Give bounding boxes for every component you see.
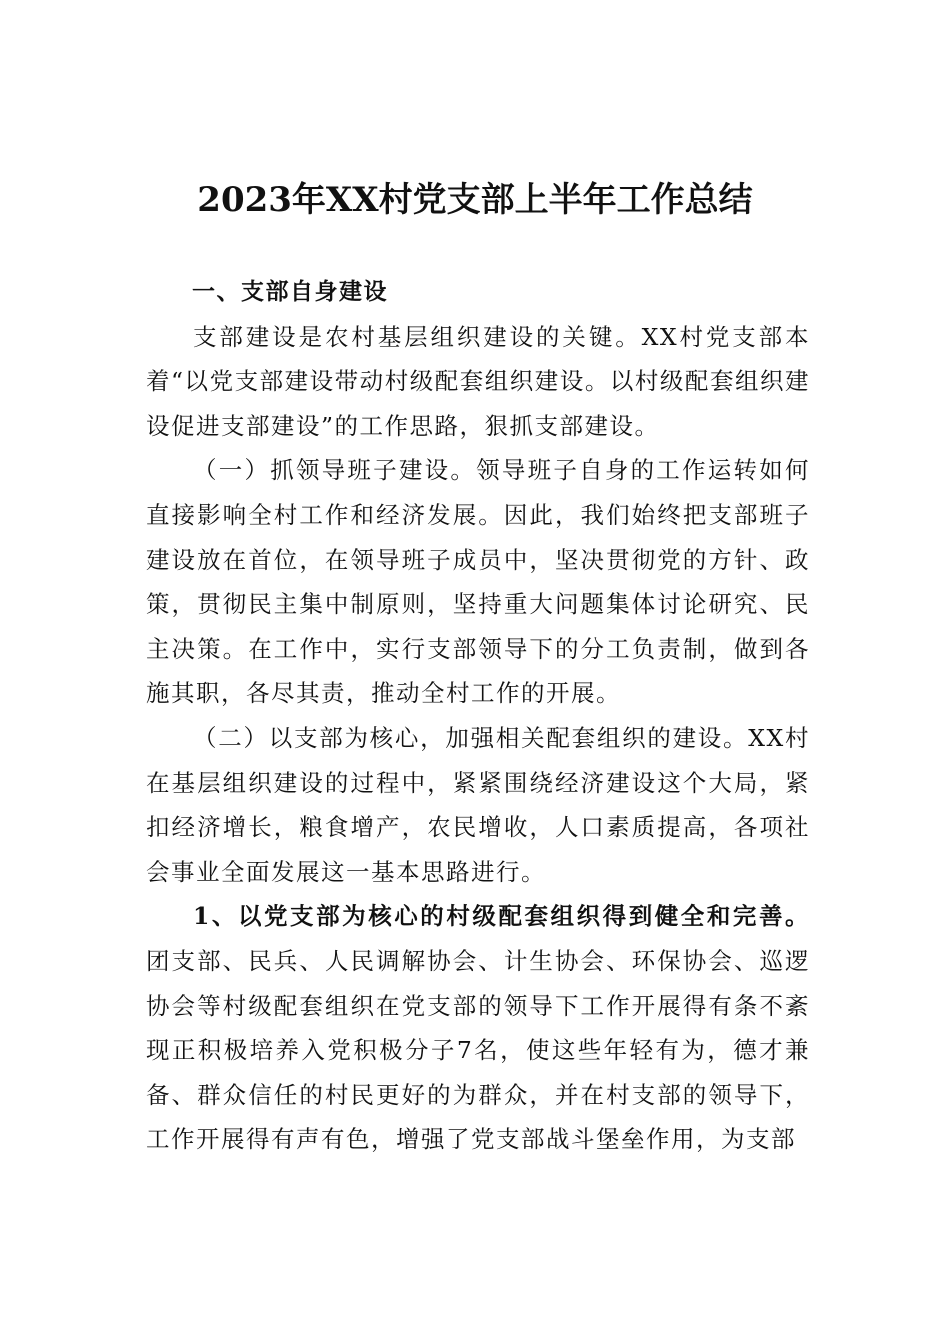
document-body <box>146 270 810 1162</box>
section-heading: 一、支部自身建设 <box>192 279 388 305</box>
paragraph: （二）以支部为核心，加强相关配套组织的建设。XX村在基层组织建设的过程中，紧紧围绕经济建设这个大局，紧扣经济增长，粮食增产，农民增收，人口素质提高，各项社会事业全面发展这一基本思路进行。 <box>146 723 810 886</box>
item-lead: 1、以党支部为核心的村级配套组织得到健全和完善。 <box>193 902 810 931</box>
paragraph: 支部建设是农村基层组织建设的关键。XX村党支部本着“以党支部建设带动村级配套组织建设。以村级配套组织建设促进支部建设”的工作思路，狠抓支部建设。 <box>146 322 810 440</box>
item-text: 团支部、民兵、人民调解协会、计生协会、环保协会、巡逻协会等村级配套组织在党支部的领导下工作开展得有条不紊现正积极培养入党积极分子7名，使这些年轻有为，德才兼备、群众信任的村民更好的为群众，并在村支部的领导下，工作开展得有声有色，增强了党支部战斗堡垒作用，为支部 <box>146 946 810 1154</box>
document-title: 2023年XX村党支部上半年工作总结 <box>197 180 753 220</box>
paragraph: （一）抓领导班子建设。领导班子自身的工作运转如何直接影响全村工作和经济发展。因此，我们始终把支部班子建设放在首位，在领导班子成员中，坚决贯彻党的方针、政策，贯彻民主集中制原则，坚持重大问题集体讨论研究、民主决策。在工作中，实行支部领导下的分工负责制，做到各施其职，各尽其责，推动全村工作的开展。 <box>146 456 810 708</box>
paragraph <box>146 894 810 1162</box>
